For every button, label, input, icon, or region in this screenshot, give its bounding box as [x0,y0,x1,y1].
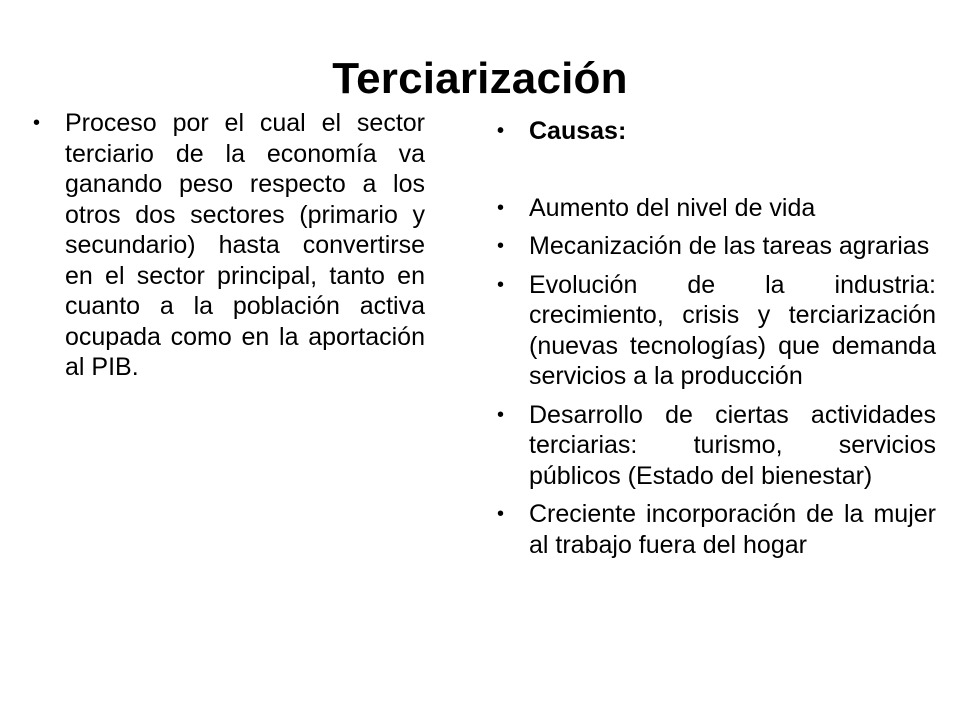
causes-heading [494,116,936,147]
bullet-icon: • [497,273,505,296]
cause-item [494,231,936,262]
bullet-icon: • [33,112,41,134]
right-column [494,116,936,568]
definition-item [30,108,425,383]
bullet-icon: • [497,120,505,142]
cause-text: Aumento del nivel de vida [529,193,816,222]
bullet-icon: • [497,403,505,426]
slide-title: Terciarización [332,54,628,104]
cause-item [494,499,936,560]
causes-heading-text: Causas: [529,117,627,145]
definition-list [30,108,425,383]
bullet-icon: • [497,196,505,219]
cause-item [494,400,936,492]
cause-text: Mecanización de las tareas agrarias [529,232,930,260]
definition-text: Proceso por el cual el sector terciario de la economía va ganando peso respecto a los otros dos sectores (primario y secundario) hasta convertirse en el sector principal, tanto en cuanto a la población activa ocupada como en la aportación al PIB. [65,109,425,381]
bullet-icon: • [497,235,505,257]
left-column [30,108,425,383]
bullet-icon: • [497,503,505,525]
cause-item [494,193,936,224]
causes-list [494,116,936,560]
cause-item [494,270,936,392]
cause-text: Desarrollo de ciertas actividades terciarias: turismo, servicios públicos (Estado del bienestar) [529,400,936,490]
cause-text: Creciente incorporación de la mujer al trabajo fuera del hogar [529,500,936,559]
cause-text: Evolución de la industria: crecimiento, crisis y terciarización (nuevas tecnologías) que demanda servicios a la producción [529,270,936,390]
